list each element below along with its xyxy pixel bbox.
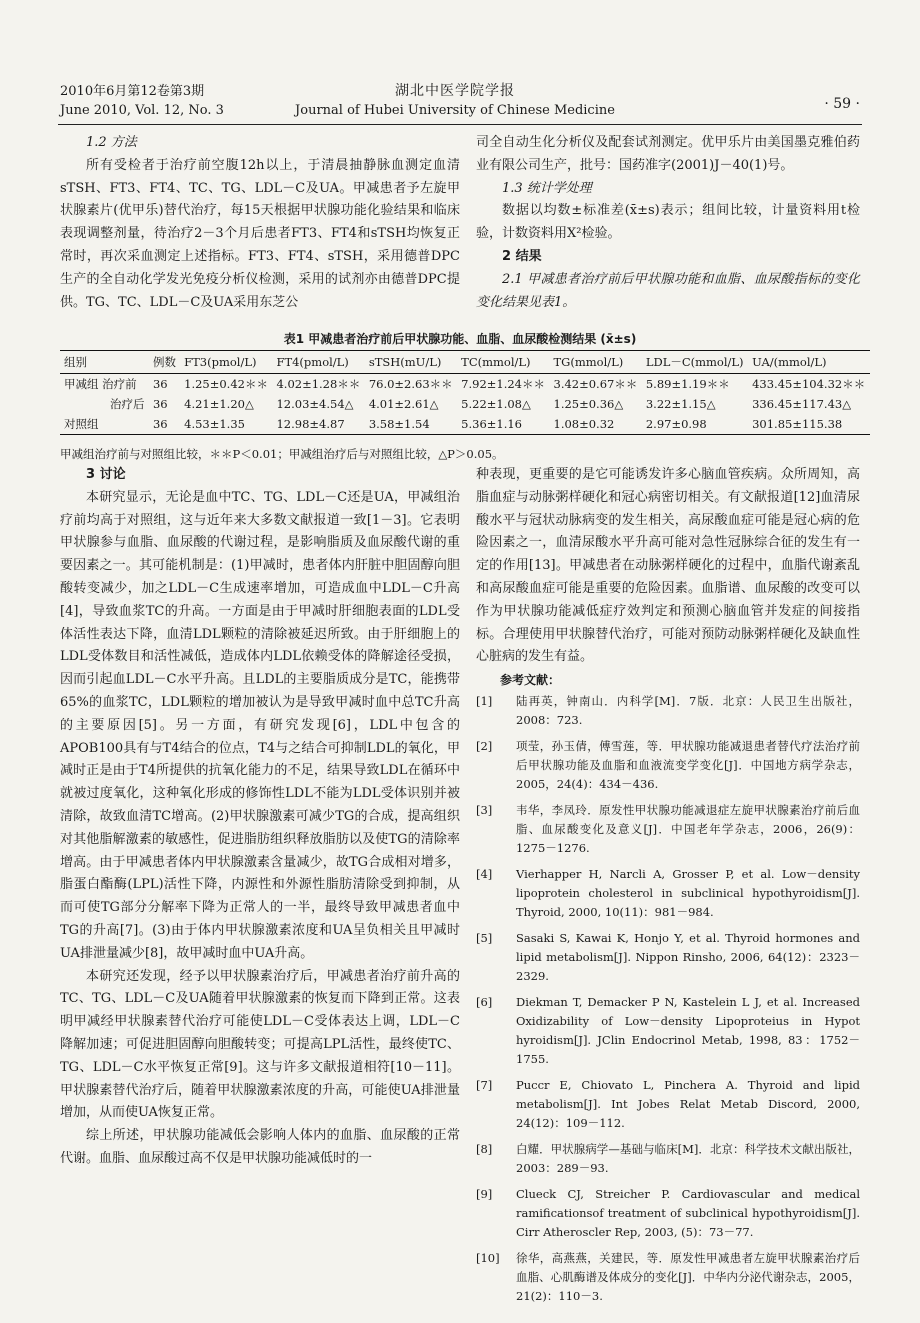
reference-item <box>476 1076 860 1133</box>
section-2-heading: 2 结果 <box>502 248 542 264</box>
table-cell: 4.01±2.61△ <box>368 397 439 411</box>
methods-column <box>60 132 460 314</box>
table-cell: 76.0±2.63＊＊ <box>368 377 453 391</box>
section-3-heading: 3 讨论 <box>86 467 126 482</box>
journal-name-cn: 湖北中医学院学报 <box>395 83 515 99</box>
reference-text: 项莹，孙玉倩，傅雪莲，等．甲状腺功能减退患者替代疗法治疗前后甲状腺功能及血脂和血液流变学变化[J]．中国地方病学杂志，2005，24(4)：434－436. <box>516 738 860 791</box>
table-cell: 433.45±104.32＊＊ <box>752 377 866 391</box>
reference-number: [2] <box>476 738 493 753</box>
table-cell: 3.22±1.15△ <box>645 397 716 411</box>
table-row <box>60 414 870 435</box>
table-cell: 1.25±0.36△ <box>553 397 624 411</box>
reference-item <box>476 1249 860 1306</box>
reference-item <box>476 929 860 986</box>
journal-name-en: Journal of Hubei University of Chinese Medicine <box>295 103 615 118</box>
reference-number: [8] <box>476 1141 493 1156</box>
reference-text: 韦华，李凤玲．原发性甲状腺功能减退症左旋甲状腺素治疗前后血脂、血尿酸变化及意义[J]．中国老年学杂志，2006，26(9)：1275－1276. <box>516 802 860 855</box>
discussion-continued-column <box>476 464 860 1313</box>
table-header-cell: UA/(mmol/L) <box>748 351 870 374</box>
reference-item <box>476 692 860 730</box>
table-note: 甲减组治疗前与对照组比较，＊＊P＜0.01；甲减组治疗后与对照组比较，△P＞0.05。 <box>60 447 504 461</box>
table-cell: 36 <box>152 397 168 411</box>
section-1-3-heading: 1.3 统计学处理 <box>502 180 592 196</box>
reference-item <box>476 801 860 858</box>
table-cell: 36 <box>152 377 168 391</box>
discussion-paragraph-2: 本研究还发现，经予以甲状腺素治疗后，甲减患者治疗前升高的TC、TG、LDL－C及UA随着甲状腺激素的恢复而下降到正常。这表明甲减经甲状腺素替代治疗可能使LDL－C受体表达上调，LDL－C降解加速；可促进胆固醇向胆酸转变；可提高LPL活性，最终使TC、TG、LDL－C水平恢复正常[9]。这与许多文献报道相符[10－11]。甲状腺素替代治疗后，随着甲状腺激素浓度的升高，可能使UA排泄量增加，从而使UA恢复正常。 <box>60 968 460 1121</box>
table-header-cell: 例数 <box>149 351 180 374</box>
table-header-cell: FT4(pmol/L) <box>272 351 364 374</box>
methods-continued-paragraph: 司全自动生化分析仪及配套试剂测定。优甲乐片由美国墨克雅伯药业有限公司生产，批号：国药准字(2001)J－40(1)号。 <box>476 135 860 173</box>
table-cell: 4.02±1.28＊＊ <box>276 377 361 391</box>
table-row <box>60 374 870 395</box>
table-cell: 336.45±117.43△ <box>752 397 852 411</box>
table-header-cell: 组别 <box>60 351 149 374</box>
table-header-cell: TC(mmol/L) <box>457 351 549 374</box>
reference-number: [7] <box>476 1077 493 1092</box>
table-header-cell: LDL－C(mmol/L) <box>642 351 748 374</box>
reference-text: Puccr E, Chiovato L, Pinchera A. Thyroid and lipid metabolism[J]. Int Jobes Relat Metab Discord, 2000, 24(12)：109－112. <box>516 1077 860 1130</box>
table-cell: 对照组 <box>60 414 149 435</box>
table-header-cell: FT3(pmol/L) <box>180 351 272 374</box>
reference-text: Sasaki S, Kawai K, Honjo Y, et al. Thyroid hormones and lipid metabolism[J]. Nippon Rinsho, 2006, 64(12)：2323－2329. <box>516 930 860 983</box>
issue-info-cn: 2010年6月第12卷第3期 <box>60 84 205 99</box>
reference-item <box>476 1140 860 1178</box>
reference-item <box>476 737 860 794</box>
reference-text: Clueck CJ, Streicher P. Cardiovascular and medical ramificationsof treatment of subclinical hypothyroidism[J]. Cirr Atheroscler Rep, 2003, (5)：73－77. <box>516 1186 860 1239</box>
reference-number: [5] <box>476 930 493 945</box>
reference-number: [9] <box>476 1186 493 1201</box>
table-cell: 1.08±0.32 <box>550 414 642 435</box>
reference-list <box>476 692 860 1306</box>
table-header-row <box>60 351 870 374</box>
reference-text: 陆再英，钟南山．内科学[M]．7版．北京：人民卫生出版社，2008：723. <box>516 693 860 727</box>
table-cell: 1.25±0.42＊＊ <box>184 377 268 391</box>
table-cell: 5.22±1.08△ <box>461 397 531 411</box>
issue-info <box>60 82 224 120</box>
reference-item <box>476 1185 860 1242</box>
discussion-continued-paragraph: 种表现，更重要的是它可能诱发许多心脑血管疾病。众所周知，高脂血症与动脉粥样硬化和冠心病密切相关。有文献报道[12]血清尿酸水平与冠状动脉病变的发生相关，高尿酸血症可能是冠心病的危险因素之一，血清尿酸水平升高可能对急性冠脉综合征的发生有一定的作用[13]。甲减患者在动脉粥样硬化的过程中，血脂代谢紊乱和高尿酸血症可能是重要的危险因素。血脂谱、血尿酸的改变可以作为甲状腺功能减低症疗效判定和预测心脑血管并发症的间接指标。合理使用甲状腺替代治疗，可能对预防动脉粥样硬化及缺血性心脏病的发生有益。 <box>476 467 860 665</box>
table-1 <box>60 350 870 435</box>
statistics-paragraph: 数据以均数±标准差(x̄±s)表示；组间比较，计量资料用t检验，计数资料用X²检验。 <box>476 203 860 242</box>
reference-text: Vierhapper H, Narcli A, Grosser P, et al. Low－density lipoprotein cholesterol in subclinical hypothyroidism[J]. Thyroid, 2000, 10(11)：981－984. <box>516 866 860 919</box>
methods-continued-column <box>476 132 860 314</box>
table-cell: 5.89±1.19＊＊ <box>645 377 730 391</box>
table-cell: 甲减组 治疗前 <box>64 377 137 391</box>
reference-item <box>476 865 860 922</box>
reference-text: 徐华，高燕燕，关建民，等．原发性甲减患者左旋甲状腺素治疗后血脂、心肌酶谱及体成分的变化[J]．中华内分泌代谢杂志，2005，21(2)：110－3. <box>516 1250 860 1303</box>
reference-number: [3] <box>476 802 493 817</box>
table-cell: 301.85±115.38 <box>748 414 870 435</box>
discussion-column <box>60 464 460 1171</box>
reference-number: [4] <box>476 866 493 881</box>
reference-item <box>476 993 860 1069</box>
table-header-cell: TG(mmol/L) <box>550 351 642 374</box>
table-cell: 4.53±1.35 <box>180 414 272 435</box>
table-cell: 7.92±1.24＊＊ <box>461 377 546 391</box>
section-2-1-heading: 2.1 甲减患者治疗前后甲状腺功能和血脂、血尿酸指标的变化变化结果见表1。 <box>476 271 860 310</box>
table-header-cell: sTSH(mU/L) <box>365 351 457 374</box>
table-cell: 2.97±0.98 <box>642 414 748 435</box>
table-cell: 3.42±0.67＊＊ <box>553 377 638 391</box>
header-rule <box>58 124 862 125</box>
reference-text: 白耀．甲状腺病学—基础与临床[M]．北京：科学技术文献出版社，2003：289－93. <box>516 1141 860 1175</box>
issue-info-en: June 2010, Vol. 12, No. 3 <box>60 103 224 118</box>
methods-paragraph: 所有受检者于治疗前空腹12h以上，于清晨抽静脉血测定血清sTSH、FT3、FT4、TC、TG、LDL－C及UA。甲减患者予左旋甲状腺素片(优甲乐)替代治疗，每15天根据甲状腺功能化验结果和临床表现调整剂量，待治疗2－3个月后患者FT3、FT4和sTSH均恢复正常时，再次采血测定上述指标。FT3、FT4、sTSH，采用德普DPC生产的全自动化学发光免疫分析仪检测，采用的试剂亦由德普DPC提供。TG、TC、LDL－C及UA采用东芝公 <box>60 157 460 310</box>
page-number: · 59 · <box>824 96 860 112</box>
table-cell: 5.36±1.16 <box>457 414 549 435</box>
table-row <box>60 394 870 414</box>
journal-name <box>250 82 660 120</box>
reference-number: [1] <box>476 693 493 708</box>
table-cell: 3.58±1.54 <box>365 414 457 435</box>
table-cell: 4.21±1.20△ <box>184 397 254 411</box>
discussion-paragraph-3: 综上所述，甲状腺功能减低会影响人体内的血脂、血尿酸的正常代谢。血脂、血尿酸过高不仅是甲状腺功能减低时的一 <box>60 1128 460 1166</box>
section-1-2-heading: 1.2 方法 <box>86 135 137 150</box>
references-heading: 参考文献： <box>500 673 561 688</box>
table-cell: 12.03±4.54△ <box>276 397 354 411</box>
table-cell: 12.98±4.87 <box>272 414 364 435</box>
discussion-paragraph-1: 本研究显示，无论是血中TC、TG、LDL－C还是UA，甲减组治疗前均高于对照组，这与近年来大多数文献报道一致[1－3]。它表明甲状腺参与血脂、血尿酸的代谢过程，是影响脂质及血尿酸代谢的重要因素之一。其可能机制是：(1)甲减时，患者体内肝脏中胆固醇向胆酸转变减少，加之LDL－C生成速率增加，可造成血中LDL－C升高[4]，导致血浆TC的升高。一方面是由于甲减时肝细胞表面的LDL受体活性表达下降，血清LDL颗粒的清除被延迟所致。由于肝细胞上的LDL受体数目和活性减低，造成体内LDL依赖受体的降解途径受损，因而引起血LDL－C水平升高。且LDL的主要脂质成分是TC，能携带65%的血浆TC，LDL颗粒的增加被认为是导致甲减时血中总TC升高的主要原因[5]。另一方面，有研究发现[6]，LDL中包含的APOB100具有与T4结合的位点，T4与之结合可抑制LDL的氧化，甲减时正是由于T4所提供的抗氧化能力的不足，结果导致LDL在循环中就被过度氧化，这种氧化形成的修饰性LDL不能为LDL受体识别并被清除，故致血清TC增高。(2)甲状腺激素可减少TG的合成，提高组织对其他脂解激素的敏感性，促进脂肪组织释放脂肪以及使TG的清除率增高。由于甲减患者体内甲状腺激素含量减少，故TG合成相对增多，脂蛋白酯酶(LPL)活性下降，内源性和外源性脂肪清除受到抑制，从而可使TG部分分解率下降为正常人的一半，最终导致甲减患者血中TG的升高[7]。(3)由于体内甲状腺激素浓度和UA呈负相关且甲减时UA排泄量减少[8]，故甲减时血中UA升高。 <box>60 489 460 961</box>
reference-number: [6] <box>476 994 493 1009</box>
table-cell: 36 <box>149 414 180 435</box>
table-cell: 治疗后 <box>110 397 145 411</box>
table-1-title: 表1 甲减患者治疗前后甲状腺功能、血脂、血尿酸检测结果 (x̄±s) <box>283 332 637 346</box>
reference-text: Diekman T, Demacker P N, Kastelein L J, et al. Increased Oxidizability of Low－density Lipoproteius in Hypot hyroidism[J]. JClin Endocrinol Metab, 1998, 83：1752－1755. <box>516 994 860 1066</box>
reference-number: [10] <box>476 1250 500 1265</box>
